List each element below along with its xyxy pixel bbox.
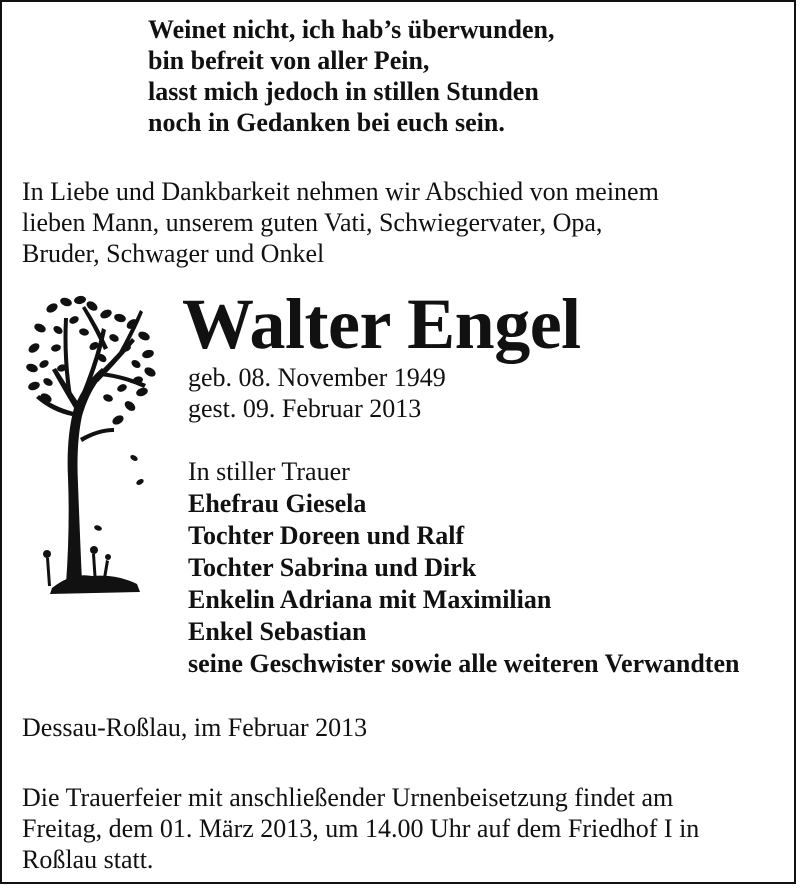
death-date: gest. 09. Februar 2013 — [188, 394, 422, 423]
mourner-entry: Tochter Sabrina und Dirk — [188, 553, 477, 582]
mourner-entry: Ehefrau Giesela — [188, 489, 367, 518]
mourners-list — [188, 456, 739, 680]
ceremony-info — [22, 782, 782, 875]
life-dates — [188, 362, 446, 424]
intro-line: In Liebe und Dankbarkeit nehmen wir Abschied von meinem — [22, 177, 659, 206]
birth-date: geb. 08. November 1949 — [188, 363, 446, 392]
tree-icon — [22, 288, 162, 598]
mourner-entry: Enkel Sebastian — [188, 617, 367, 646]
poem-line: noch in Gedanken bei euch sein. — [148, 108, 505, 137]
poem-line: Weinet nicht, ich hab’s überwunden, — [148, 15, 555, 44]
mourner-entry: Enkelin Adriana mit Maximilian — [188, 585, 552, 614]
mourners-heading: In stiller Trauer — [188, 457, 350, 486]
poem-line: lasst mich jedoch in stillen Stunden — [148, 77, 539, 106]
poem-line: bin befreit von aller Pein, — [148, 46, 430, 75]
mourner-entry: seine Geschwister sowie alle weiteren Verwandten — [188, 649, 740, 678]
poem — [148, 14, 554, 138]
ceremony-line: Die Trauerfeier mit anschließender Urnenbeisetzung findet am — [22, 783, 674, 812]
intro-line: lieben Mann, unserem guten Vati, Schwiegervater, Opa, — [22, 208, 603, 237]
mourner-entry: Tochter Doreen und Ralf — [188, 521, 465, 550]
intro-text — [22, 176, 782, 269]
intro-line: Bruder, Schwager und Onkel — [22, 239, 325, 268]
ceremony-line: Freitag, dem 01. März 2013, um 14.00 Uhr auf dem Friedhof I in — [22, 814, 700, 843]
deceased-name: Walter Engel — [182, 284, 581, 364]
place-date: Dessau-Roßlau, im Februar 2013 — [22, 713, 368, 742]
ceremony-line: Roßlau statt. — [22, 845, 154, 874]
